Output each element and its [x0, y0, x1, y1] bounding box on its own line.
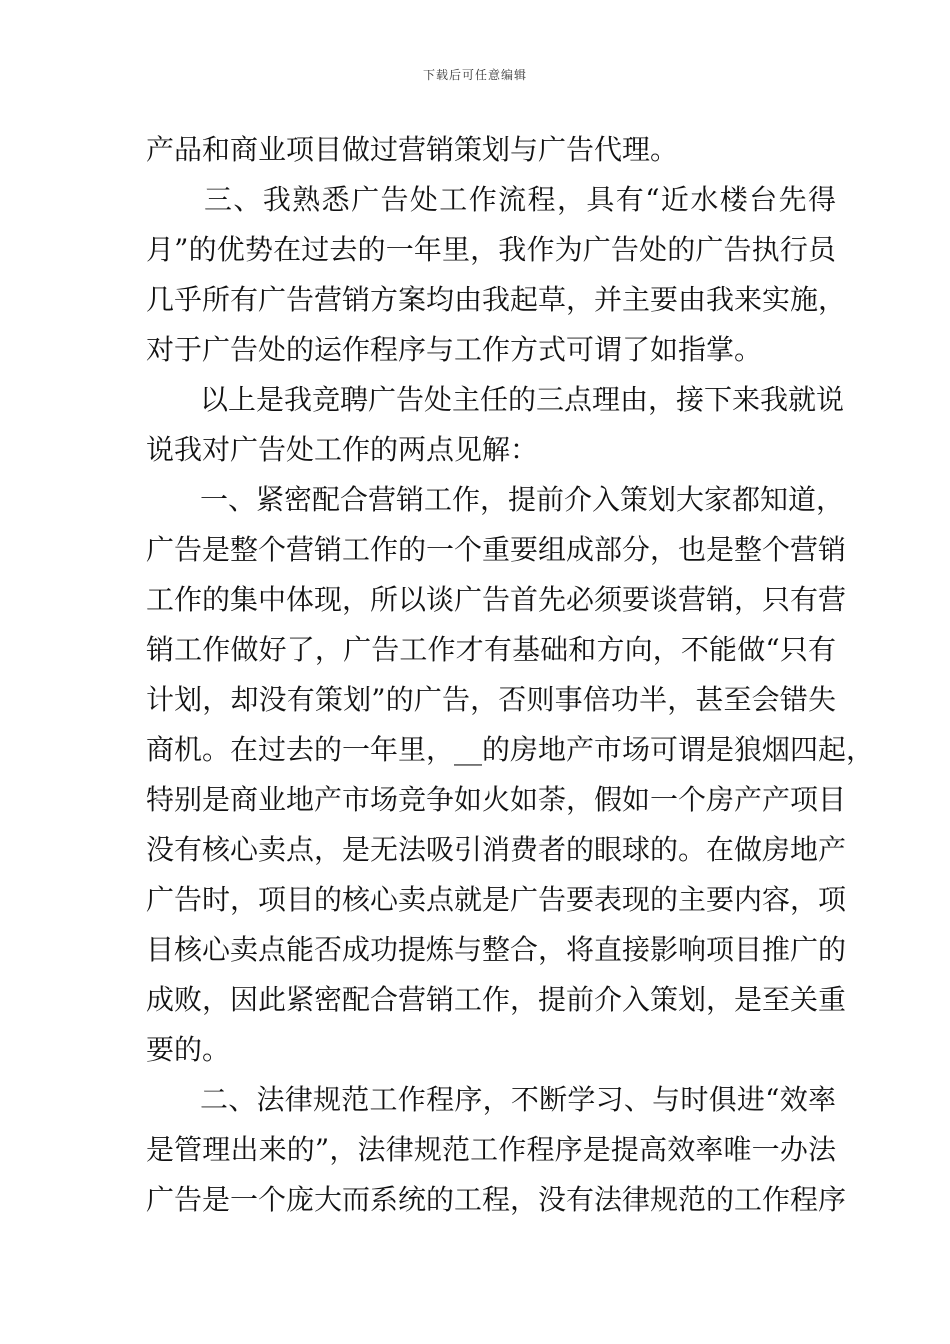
text-line: 特别是商业地产市场竞争如火如荼，假如一个房产产项目	[146, 783, 847, 816]
text-line: 没有核心卖点，是无法吸引消费者的眼球的。在做房地产	[146, 833, 847, 866]
text-line: 月”的优势在过去的一年里，我作为广告处的广告执行员	[146, 233, 836, 266]
text-line: 以上是我竞聘广告处主任的三点理由，接下来我就说	[200, 383, 845, 416]
text-line: 计划，却没有策划”的广告，否则事倍功半，甚至会错失	[146, 683, 836, 716]
text-line: 广告是一个庞大而系统的工程，没有法律规范的工作程序	[146, 1183, 847, 1216]
text-line: 二、法律规范工作程序，不断学习、与时俱进“效率	[200, 1083, 836, 1116]
text-line: 工作的集中体现，所以谈广告首先必须要谈营销，只有营	[146, 583, 847, 616]
text-line: 商机。在过去的一年里，__的房地产市场可谓是狼烟四起，	[146, 733, 875, 766]
text-line: 一、紧密配合营销工作，提前介入策划大家都知道，	[200, 483, 845, 516]
text-line: 目核心卖点能否成功提炼与整合，将直接影响项目推广的	[146, 933, 847, 966]
page-header-note: 下载后可任意编辑	[422, 68, 527, 82]
text-line: 对于广告处的运作程序与工作方式可谓了如指掌。	[146, 333, 763, 366]
text-line: 产品和商业项目做过营销策划与广告代理。	[146, 133, 679, 166]
text-line: 是管理出来的”，法律规范工作程序是提高效率唯一办法	[146, 1133, 836, 1166]
text-line: 说我对广告处工作的两点见解：	[146, 433, 539, 466]
text-line: 三、我熟悉广告处工作流程，具有“近水楼台先得	[204, 183, 836, 216]
text-line: 广告是整个营销工作的一个重要组成部分，也是整个营销	[146, 533, 847, 566]
text-line: 成败，因此紧密配合营销工作，提前介入策划，是至关重	[146, 983, 847, 1016]
text-line: 几乎所有广告营销方案均由我起草，并主要由我来实施，	[146, 283, 847, 316]
text-line: 要的。	[146, 1033, 231, 1066]
text-line: 广告时，项目的核心卖点就是广告要表现的主要内容，项	[146, 883, 847, 916]
text-line: 销工作做好了，广告工作才有基础和方向，不能做“只有	[146, 633, 836, 666]
